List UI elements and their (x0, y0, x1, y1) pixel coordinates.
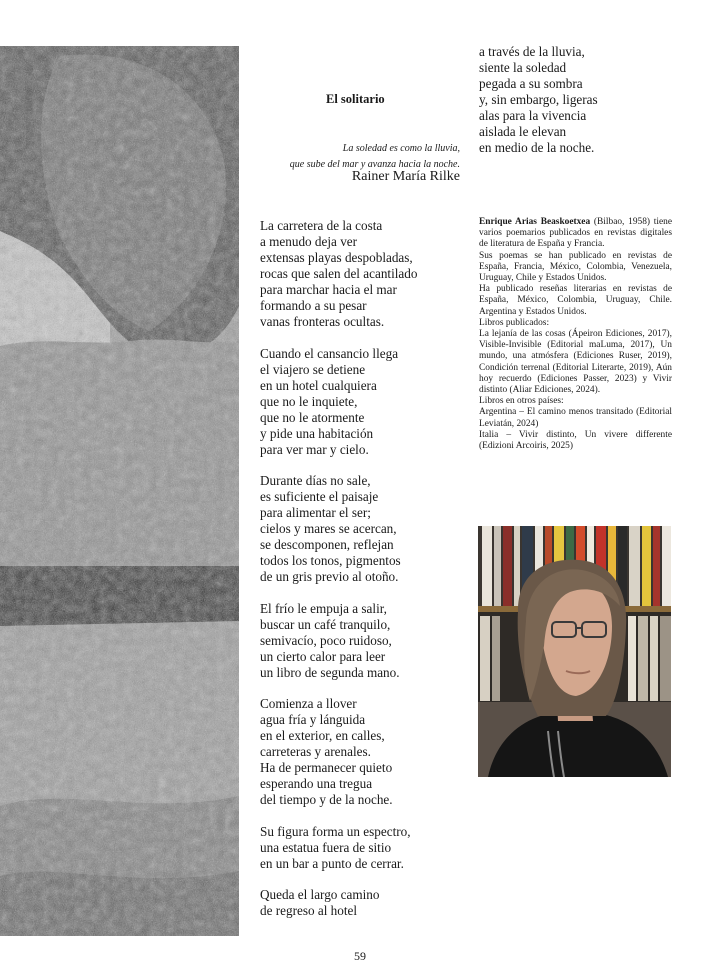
bio-paragraph: Ha publicado reseñas literarias en revistas de España, México, Colombia, Uruguay, Chile. Argentina y Estados Unidos. (479, 284, 672, 317)
poem-line: un libro de segunda mano. (260, 664, 400, 680)
poem-line: cielos y mares se acercan, (260, 521, 397, 536)
bio-intro-text: (Bilbao, 1958) tiene varios poemarios publicados en revistas digitales de literatura de España y Francia. (479, 217, 672, 250)
poem-stanza (260, 473, 465, 585)
rock-photo (0, 46, 239, 936)
poem-line: el viajero se detiene (260, 361, 366, 377)
author-photo (478, 526, 671, 777)
epigraph-author: Rainer María Rilke (351, 169, 460, 184)
poem-line: a través de la lluvia, (479, 44, 585, 59)
bio-paragraph: Italia – Vivir distinto, Un vivere differente (Edizioni Arcoiris, 2025) (479, 429, 672, 452)
poem-line: formando a su pesar (260, 298, 367, 313)
bio-paragraph: Libros publicados: (479, 317, 550, 328)
poem-title: El solitario (326, 92, 385, 106)
poem-line: en el exterior, en calles, (260, 728, 385, 743)
bio-paragraph: Sus poemas se han publicado en revistas de España, Francia, México, Colombia, Venezuela, Uruguay, Chile y Estados Unidos. (479, 250, 672, 284)
bio-intro (479, 217, 672, 251)
poem-line: El frío le empuja a salir, (260, 600, 387, 616)
poem-line: que no le atormente (260, 409, 365, 425)
poem-body (260, 218, 465, 935)
poem-line: buscar un café tranquilo, (260, 616, 391, 632)
poem-line: vanas fronteras ocultas. (260, 314, 385, 329)
poem-line: Su figura forma un espectro, (260, 823, 411, 839)
poem-stanza (260, 346, 465, 458)
poem-line: a menudo deja ver (260, 234, 358, 249)
poem-line: es suficiente el paisaje (260, 489, 379, 504)
poem-stanza (260, 887, 465, 919)
poem-line: Durante días no sale, (260, 473, 371, 488)
poem-line: rocas que salen del acantilado (260, 266, 418, 281)
poem-line: para marchar hacia el mar (260, 282, 397, 297)
poem-line: Comienza a llover (260, 696, 357, 711)
poem-stanza (260, 824, 465, 872)
poem-line: para alimentar el ser; (260, 505, 371, 520)
poem-line: semivacío, poco ruidoso, (260, 632, 392, 648)
poem-line: esperando una tregua (260, 776, 373, 791)
poem-line: de regreso al hotel (260, 903, 358, 918)
poem-line: en un bar a punto de cerrar. (260, 855, 404, 871)
poem-stanza (260, 696, 465, 808)
epigraph-line: La soledad es como la lluvia, (342, 143, 460, 154)
poem-line: agua fría y lánguida (260, 712, 366, 727)
poem-line: de un gris previo al otoño. (260, 569, 399, 584)
poem-line: extensas playas despobladas, (260, 250, 413, 265)
poem-line: todos los tonos, pigmentos (260, 553, 401, 568)
poem-line: aislada le elevan (479, 124, 567, 139)
poem-line: un cierto calor para leer (260, 648, 386, 664)
poem-line: siente la soledad (479, 60, 567, 75)
poem-line: Cuando el cansancio llega (260, 345, 399, 361)
poem-line: alas para la vivencia (479, 108, 587, 123)
bio-paragraph: Argentina – El camino menos transitado (Editorial Leviatán, 2024) (479, 407, 672, 429)
poem-continuation (479, 44, 679, 156)
poem-line: del tiempo y de la noche. (260, 792, 393, 807)
poem-stanza (260, 218, 465, 330)
poem-line: que no le inquiete, (260, 393, 358, 409)
poem-line: y, sin embargo, ligeras (479, 92, 598, 107)
poem-line: en un hotel cualquiera (260, 377, 377, 393)
page-number: 59 (354, 949, 366, 963)
poem-line: La carretera de la costa (260, 218, 383, 233)
epigraph-line: que sube del mar y avanza hacia la noche. (289, 159, 460, 170)
poem-stanza (260, 601, 465, 681)
bio-paragraph: La lejanía de las cosas (Ápeiron Ediciones, 2017), Visible-Invisible (Editorial maLuma, 2017), Un mundo, una atmósfera (Ediciones Ruser, 2019), Condición terrenal (Editorial Literarte, 2019), Aún hoy recuerdo (Ediciones Passer, 2023) y Vivir distinto (Aliar Ediciones, 2024). (479, 329, 672, 396)
poem-line: se descomponen, reflejan (260, 537, 394, 552)
poem-line: en medio de la noche. (479, 140, 595, 155)
poem-line: Ha de permanecer quieto (260, 760, 393, 775)
poem-line: una estatua fuera de sitio (260, 839, 392, 855)
bio-paragraph: Libros en otros países: (479, 396, 564, 407)
poem-line: para ver mar y cielo. (260, 441, 369, 457)
poem-line: carreteras y arenales. (260, 744, 371, 759)
bio-author-name: Enrique Arias Beaskoetxea (479, 217, 591, 227)
poem-line: Queda el largo camino (260, 887, 380, 902)
author-bio (479, 217, 672, 452)
poem-line: y pide una habitación (260, 425, 374, 441)
poem-line: pegada a su sombra (479, 76, 583, 91)
